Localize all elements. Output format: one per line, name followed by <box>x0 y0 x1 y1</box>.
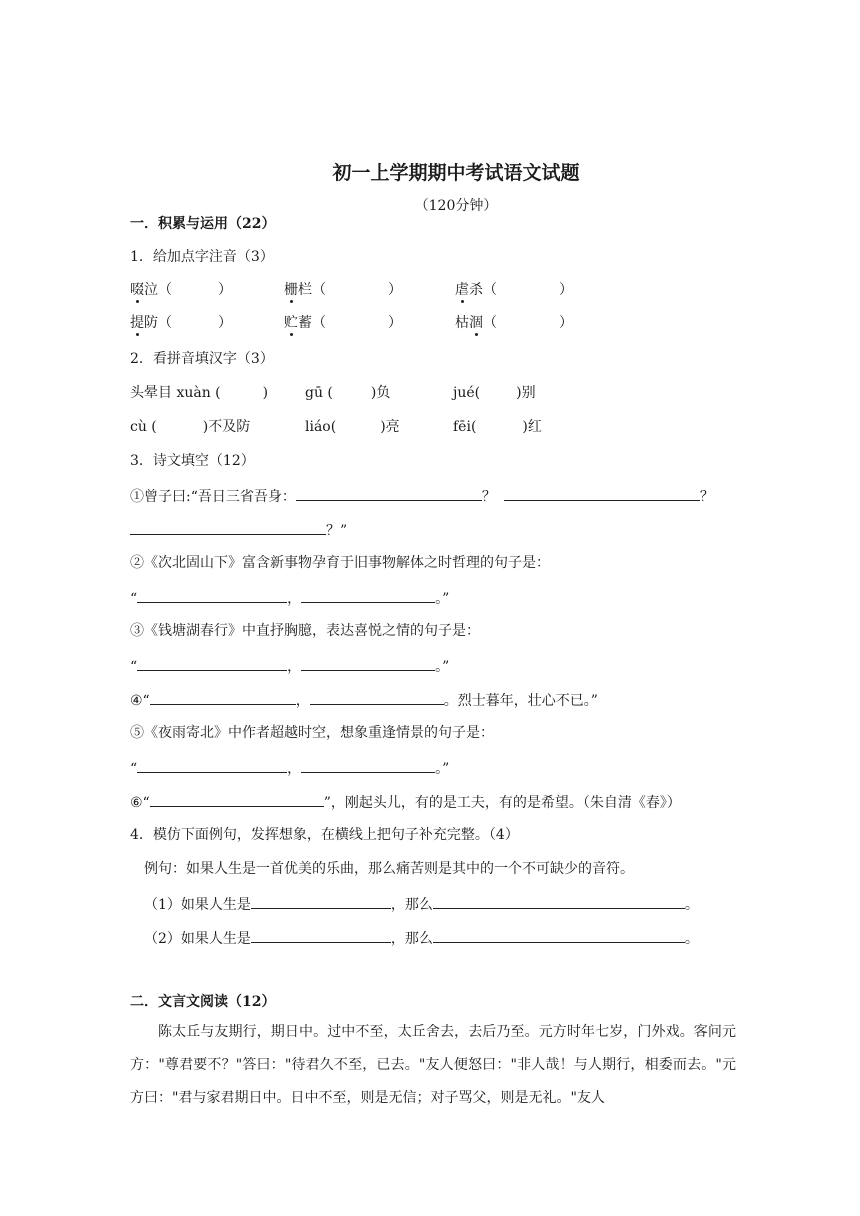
q4-item-2: （2）如果人生是 ，那么 。 <box>144 928 699 948</box>
answer-blank[interactable] <box>137 656 287 671</box>
page-subtitle: （120分钟） <box>414 198 498 214</box>
dotted-char: 栅 <box>284 282 298 298</box>
q2-item-4: cù ( )不及防 <box>130 419 251 435</box>
page-title: 初一上学期期中考试语文试题 <box>332 162 580 184</box>
dotted-char: 涸 <box>469 315 483 331</box>
answer-blank[interactable] <box>150 690 296 705</box>
answer-blank[interactable] <box>251 894 391 909</box>
dotted-char: 贮 <box>284 315 298 331</box>
section2-heading: 二．文言文阅读（12） <box>130 994 276 1010</box>
q3-line-2-blanks: “ ， 。” <box>130 588 449 608</box>
q3-line-6: ⑥“ ”，刚起头儿，有的是工夫，有的是希望。（朱自清《春》） <box>130 792 681 812</box>
answer-blank[interactable] <box>301 656 435 671</box>
q2-item-2: gū ( )负 <box>305 385 391 401</box>
q3-line-1: ①曾子曰:“吾日三省吾身： ？ ？ <box>130 486 714 506</box>
q1-stem: 1．给加点字注音（3） <box>130 249 274 265</box>
answer-blank[interactable] <box>433 894 685 909</box>
answer-blank[interactable] <box>251 928 391 943</box>
q1-item-6: 枯涸（ ） <box>455 315 573 331</box>
answer-blank[interactable] <box>301 758 435 773</box>
q2-item-5: liáo( )亮 <box>305 419 400 435</box>
answer-blank[interactable] <box>137 758 287 773</box>
answer-blank[interactable] <box>130 520 326 535</box>
q4-item-1: （1）如果人生是 ，那么 。 <box>144 894 699 914</box>
answer-blank[interactable] <box>433 928 685 943</box>
q3-line-2: ②《次北固山下》富含新事物孕育于旧事物解体之时哲理的句子是： <box>130 555 550 571</box>
dotted-char: 提 <box>130 315 144 331</box>
q1-item-3: 虐杀（ ） <box>455 282 573 298</box>
q1-item-1: 啜泣（ ） <box>130 282 232 298</box>
q3-line-3: ③《钱塘湖春行》中直抒胸臆，表达喜悦之情的句子是： <box>130 623 480 639</box>
q3-line-4: ④“ ， 。烈士暮年，壮心不已。” <box>130 690 598 710</box>
q3-stem: 3．诗文填空（12） <box>130 453 255 469</box>
q2-stem: 2．看拼音填汉字（3） <box>130 351 274 367</box>
section1-heading: 一．积累与运用（22） <box>130 216 276 232</box>
q2-item-1: 头晕目 xuàn ( ) <box>130 385 269 401</box>
q4-stem: 4．模仿下面例句，发挥想象，在横线上把句子补充完整。（4） <box>130 827 519 843</box>
classical-passage: 陈太丘与友期行，期日中。过中不至，太丘舍去，去后乃至。元方时年七岁，门外戏。客问元方："尊君要不？"答曰："待君久不至，已去。"友人便怒曰："非人哉！与人期行，相委而去。"元方曰："君与家君期日中。日中不至，则是无信；对子骂父，则是无礼。"友人 <box>130 1024 736 1106</box>
answer-blank[interactable] <box>301 588 435 603</box>
q3-line-1-cont: ？” <box>130 520 347 540</box>
q1-item-5: 贮蓄（ ） <box>284 315 402 331</box>
q1-item-4: 提防（ ） <box>130 315 232 331</box>
dotted-char: 啜 <box>130 282 144 298</box>
q3-line-5: ⑤《夜雨寄北》中作者超越时空，想象重逢情景的句子是： <box>130 725 494 741</box>
q2-item-6: fēi( )红 <box>453 419 542 435</box>
answer-blank[interactable] <box>150 792 324 807</box>
answer-blank[interactable] <box>504 486 700 501</box>
q4-example: 例句：如果人生是一首优美的乐曲，那么痛苦则是其中的一个不可缺少的音符。 <box>144 861 634 877</box>
dotted-char: 虐 <box>455 282 469 298</box>
q3-line-3-blanks: “ ， 。” <box>130 656 449 676</box>
q1-item-2: 栅栏（ ） <box>284 282 402 298</box>
answer-blank[interactable] <box>296 486 482 501</box>
q2-item-3: jué( )别 <box>453 385 536 401</box>
answer-blank[interactable] <box>137 588 287 603</box>
answer-blank[interactable] <box>310 690 444 705</box>
q3-line-5-blanks: “ ， 。” <box>130 758 449 778</box>
